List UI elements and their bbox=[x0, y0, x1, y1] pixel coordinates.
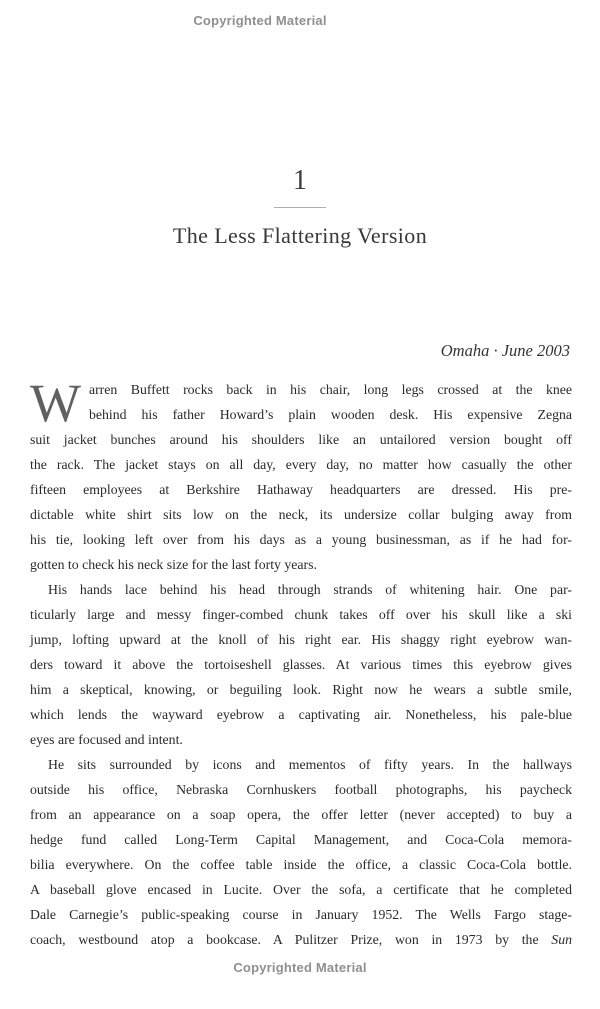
body-line: He sits surrounded by icons and mementos of fifty years. In the hallways bbox=[48, 757, 572, 772]
dateline bbox=[0, 341, 600, 361]
body-line: Dale Carnegie’s public-speaking course in January 1952. The Wells Fargo stage- bbox=[30, 907, 572, 922]
body-line: A baseball glove encased in Lucite. Over the sofa, a certificate that he completed bbox=[30, 882, 572, 897]
body-line: from an appearance on a soap opera, the offer letter (never accepted) to buy a bbox=[30, 807, 572, 822]
body-line: which lends the wayward eyebrow a captivating air. Nonetheless, his pale-blue bbox=[30, 707, 572, 722]
body-line: His hands lace behind his head through strands of whitening hair. One par- bbox=[48, 582, 572, 597]
body-line: ticularly large and messy finger-combed chunk takes off over his skull like a ski bbox=[30, 607, 572, 622]
body-line: the rack. The jacket stays on all day, every day, no matter how casually the other bbox=[30, 457, 572, 472]
body-line: arren Buffett rocks back in his chair, long legs crossed at the knee bbox=[88, 382, 572, 397]
copyright-text: Copyrighted Material bbox=[233, 960, 367, 975]
body-line: eyes are focused and intent. bbox=[30, 732, 183, 747]
copyright-notice-bottom bbox=[0, 960, 600, 975]
body-line: dictable white shirt sits low on the neck, its undersize collar bulging away from bbox=[30, 507, 572, 522]
body-line: fifteen employees at Berkshire Hathaway headquarters are dressed. His pre- bbox=[30, 482, 572, 497]
chapter-header bbox=[0, 166, 600, 249]
body-line: gotten to check his neck size for the last forty years. bbox=[30, 557, 317, 572]
body-line: jump, lofting upward at the knoll of his right ear. His shaggy right eyebrow wan- bbox=[30, 632, 572, 647]
body-line: him a skeptical, knowing, or beguiling look. Right now he wears a subtle smile, bbox=[30, 682, 572, 697]
body-line: bilia everywhere. On the coffee table inside the office, a classic Coca-Cola bottle. bbox=[30, 857, 572, 872]
copyright-notice-top bbox=[0, 0, 600, 28]
paragraph bbox=[30, 373, 572, 577]
italic-text: Sun bbox=[551, 932, 572, 947]
copyright-text: Copyrighted Material bbox=[193, 13, 327, 28]
dateline-text: Omaha · June 2003 bbox=[440, 341, 570, 360]
chapter-number: 1 bbox=[293, 165, 307, 196]
body-text bbox=[30, 373, 572, 952]
body-line: hedge fund called Long-Term Capital Management, and Coca-Cola memora- bbox=[30, 832, 572, 847]
drop-cap: W bbox=[30, 373, 81, 433]
body-line: suit jacket bunches around his shoulders like an untailored version bought off bbox=[30, 432, 572, 447]
chapter-divider bbox=[274, 207, 326, 208]
body-line: outside his office, Nebraska Cornhuskers football photographs, his paycheck bbox=[30, 782, 572, 797]
chapter-title: The Less Flattering Version bbox=[172, 223, 428, 248]
body-line: coach, westbound atop a bookcase. A Pulitzer Prize, won in 1973 by the Sun bbox=[30, 932, 572, 947]
paragraph bbox=[30, 577, 572, 752]
paragraph bbox=[30, 752, 572, 952]
body-line: his tie, looking left over from his days as a young businessman, as if he had for- bbox=[30, 532, 572, 547]
body-line: behind his father Howard’s plain wooden desk. His expensive Zegna bbox=[88, 407, 572, 422]
body-line: ders toward it above the tortoiseshell glasses. At various times this eyebrow gives bbox=[30, 657, 572, 672]
